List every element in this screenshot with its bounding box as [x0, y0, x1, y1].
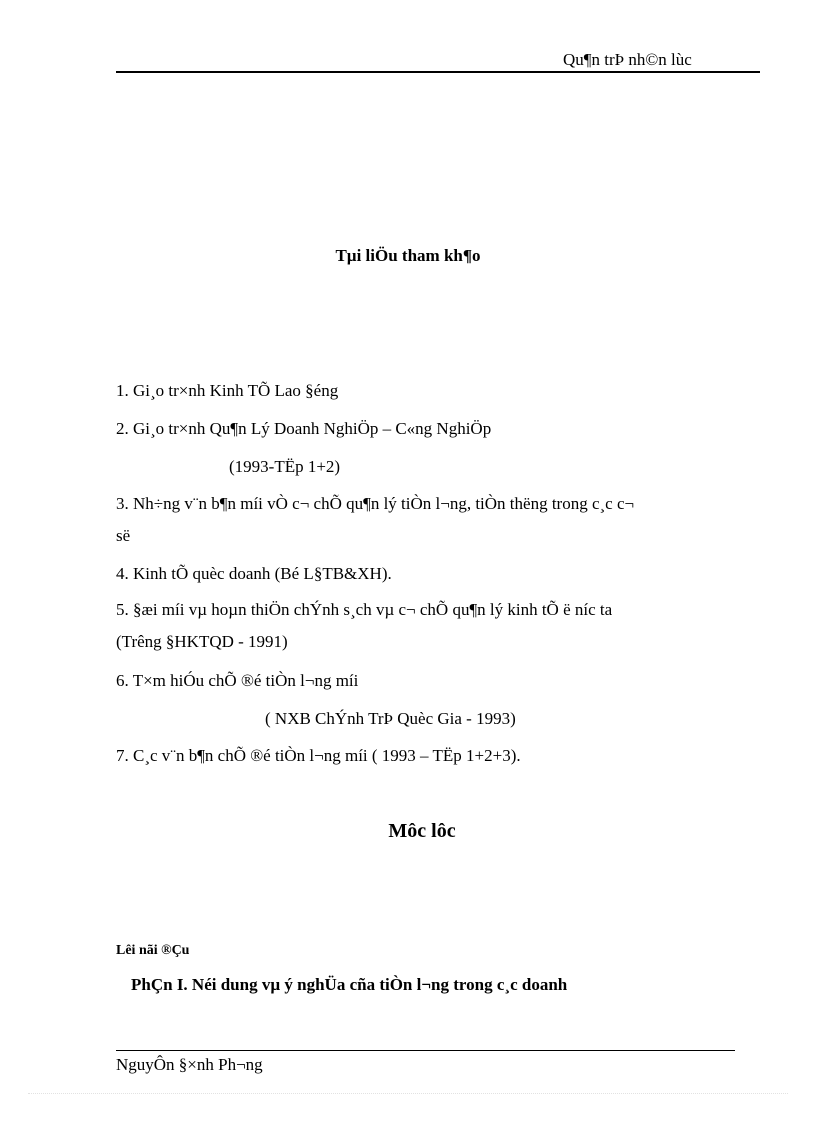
- page-bottom-dotted-line: [28, 1093, 788, 1094]
- reference-item-5: 5. §æi míi vµ hoµn thiÖn chÝnh s¸ch vµ c¬ chÕ qu¶n lý kinh tÕ ë níc ta: [116, 600, 613, 619]
- reference-item-2: 2. Gi¸o tr×nh Qu¶n Lý Doanh NghiÖp – C«ng NghiÖp: [116, 419, 492, 438]
- reference-item-2-detail: (1993-TËp 1+2): [229, 457, 341, 476]
- footer-author: NguyÔn §×nh Ph¬ng: [116, 1055, 263, 1074]
- toc-part-1-entry: PhÇn I. Néi dung vµ ý nghÜa cña tiÒn l¬ng trong c¸c doanh: [131, 975, 568, 994]
- reference-item-3: 3. Nh÷ng v¨n b¶n míi vÒ c¬ chÕ qu¶n lý tiÒn l¬ng, tiÒn thëng trong c¸c c¬: [116, 494, 635, 513]
- running-header: Qu¶n trÞ nh©n lùc: [563, 50, 692, 69]
- reference-item-6-detail: ( NXB ChÝnh TrÞ Quèc Gia - 1993): [265, 709, 516, 728]
- reference-item-5-detail: (Trêng §HKTQD - 1991): [116, 632, 288, 651]
- references-title: Tµi liÖu tham kh¶o: [335, 246, 481, 265]
- footer-rule: [116, 1050, 735, 1051]
- reference-item-1: 1. Gi¸o tr×nh Kinh TÕ Lao §éng: [116, 381, 339, 400]
- reference-item-6: 6. T×m hiÓu chÕ ®é tiÒn l¬ng míi: [116, 671, 359, 690]
- toc-intro-entry: Lêi nãi ®Çu: [116, 943, 190, 958]
- header-rule: [116, 71, 760, 73]
- toc-title: Môc lôc: [388, 820, 456, 842]
- reference-item-7: 7. C¸c v¨n b¶n chÕ ®é tiÒn l¬ng míi ( 1993 – TËp 1+2+3).: [116, 746, 521, 765]
- reference-item-3-continued: së: [116, 526, 131, 545]
- reference-item-4: 4. Kinh tÕ quèc doanh (Bé L§TB&XH).: [116, 564, 392, 583]
